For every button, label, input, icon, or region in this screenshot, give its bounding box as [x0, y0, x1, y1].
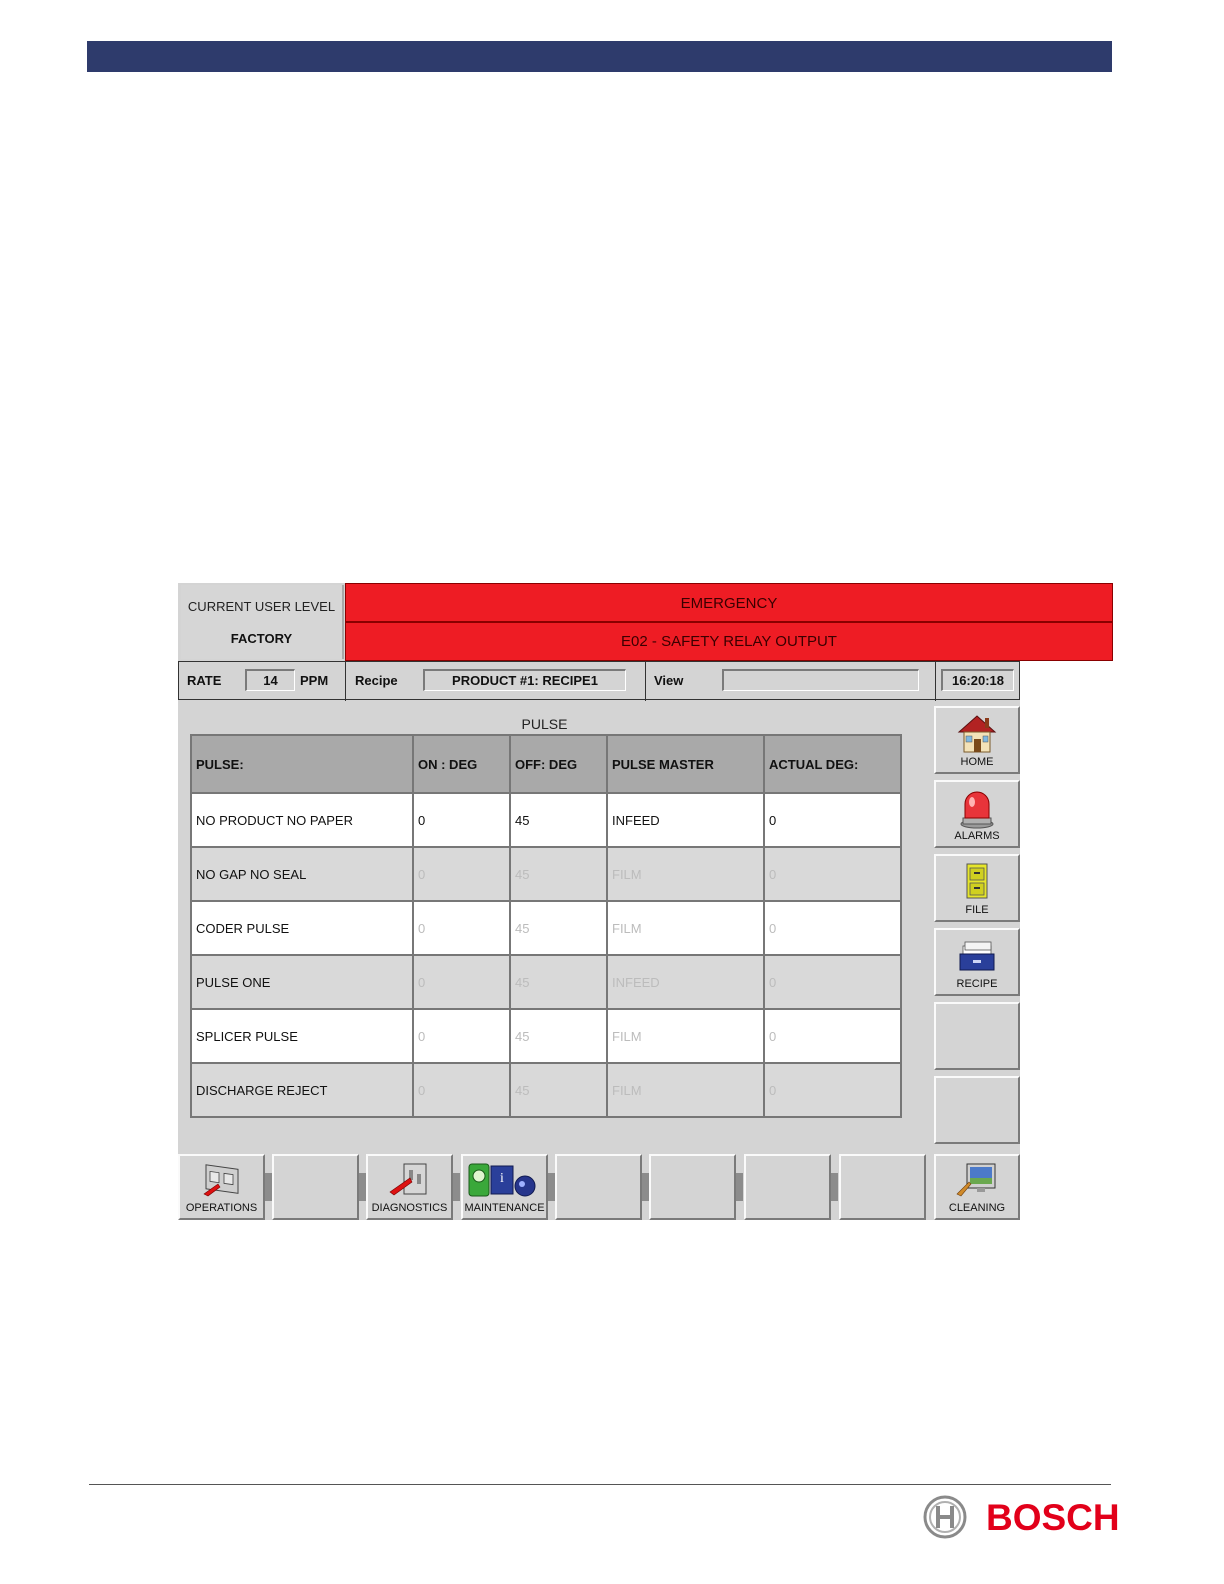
rate-label: RATE	[187, 673, 222, 688]
pulse-table-header-row	[191, 735, 901, 793]
pulse-name: NO PRODUCT NO PAPER	[191, 793, 413, 847]
pulse-section-title: PULSE	[521, 716, 568, 732]
svg-text:i: i	[499, 1171, 504, 1186]
table-row	[191, 901, 901, 955]
status-divider	[935, 662, 936, 701]
pulse-master-select: FILM	[607, 847, 764, 901]
actual-deg-value: 0	[764, 901, 901, 955]
pulse-master-select: FILM	[607, 1009, 764, 1063]
cleaning-button[interactable]	[934, 1154, 1020, 1220]
bottom-blank-button[interactable]	[272, 1154, 359, 1220]
operations-label: OPERATIONS	[185, 1202, 258, 1214]
operations-button[interactable]	[178, 1154, 265, 1220]
rate-value: 14	[245, 669, 295, 691]
home-label: HOME	[960, 756, 994, 768]
table-row	[191, 793, 901, 847]
file-label: FILE	[965, 904, 989, 916]
diagnostics-label: DIAGNOSTICS	[371, 1202, 448, 1214]
table-row	[191, 1009, 901, 1063]
table-row	[191, 955, 901, 1009]
off-deg-input: 45	[510, 901, 607, 955]
button-divider	[453, 1173, 460, 1201]
pulse-name: PULSE ONE	[191, 955, 413, 1009]
pulse-name: CODER PULSE	[191, 901, 413, 955]
status-divider	[345, 662, 346, 701]
off-deg-input: 45	[510, 847, 607, 901]
on-deg-input: 0	[413, 1063, 510, 1117]
table-row	[191, 847, 901, 901]
view-label: View	[654, 673, 684, 688]
hmi-screen	[178, 583, 1020, 1220]
recipe-value-field[interactable]: PRODUCT #1: RECIPE1	[423, 669, 626, 691]
pulse-master-select: INFEED	[607, 955, 764, 1009]
pulse-table	[190, 734, 902, 1118]
actual-deg-value: 0	[764, 793, 901, 847]
col-header-pulse-master: PULSE MASTER	[607, 735, 764, 793]
status-bar	[178, 661, 1020, 700]
maintenance-button[interactable]	[461, 1154, 548, 1220]
document-header-bar	[87, 41, 1112, 72]
view-field[interactable]	[722, 669, 919, 691]
button-divider	[265, 1173, 272, 1201]
actual-deg-value: 0	[764, 1063, 901, 1117]
maintenance-icon	[465, 1160, 545, 1200]
button-divider	[831, 1173, 838, 1201]
col-header-off-deg: OFF: DEG	[510, 735, 607, 793]
on-deg-input: 0	[413, 901, 510, 955]
recipe-cardfile-icon	[955, 934, 999, 978]
button-divider	[548, 1173, 555, 1201]
recipe-label: Recipe	[355, 673, 398, 688]
pulse-master-select[interactable]: INFEED	[607, 793, 764, 847]
home-icon	[955, 712, 999, 756]
bottom-blank-button[interactable]	[555, 1154, 642, 1220]
operations-panel-icon	[200, 1160, 244, 1200]
on-deg-input[interactable]: 0	[413, 793, 510, 847]
user-level-value: FACTORY	[230, 631, 293, 646]
recipe-label: RECIPE	[956, 978, 998, 990]
diagnostics-button[interactable]	[366, 1154, 453, 1220]
on-deg-input: 0	[413, 847, 510, 901]
maintenance-label: MAINTENANCE	[464, 1202, 545, 1214]
bottom-blank-button[interactable]	[839, 1154, 926, 1220]
file-cabinet-icon	[955, 860, 999, 904]
file-button[interactable]	[934, 854, 1020, 922]
brand-wordmark: BOSCH	[986, 1497, 1120, 1538]
footer-rule	[89, 1484, 1111, 1485]
alarm-beacon-icon	[955, 786, 999, 830]
status-divider	[645, 662, 646, 701]
actual-deg-value: 0	[764, 1009, 901, 1063]
button-divider	[642, 1173, 649, 1201]
off-deg-input: 45	[510, 1063, 607, 1117]
on-deg-input: 0	[413, 955, 510, 1009]
pulse-master-select: FILM	[607, 1063, 764, 1117]
off-deg-input: 45	[510, 1009, 607, 1063]
col-header-actual-deg: ACTUAL DEG:	[764, 735, 901, 793]
on-deg-input: 0	[413, 1009, 510, 1063]
user-level-label: CURRENT USER LEVEL	[187, 599, 336, 614]
alarm-title-banner[interactable]: EMERGENCY	[345, 583, 1113, 622]
pulse-name: SPLICER PULSE	[191, 1009, 413, 1063]
bottom-blank-button[interactable]	[649, 1154, 736, 1220]
table-row	[191, 1063, 901, 1117]
clock-display: 16:20:18	[941, 669, 1014, 691]
bottom-blank-button[interactable]	[744, 1154, 831, 1220]
col-header-on-deg: ON : DEG	[413, 735, 510, 793]
recipe-button[interactable]	[934, 928, 1020, 996]
button-divider	[359, 1173, 366, 1201]
col-header-pulse: PULSE:	[191, 735, 413, 793]
user-level-panel	[181, 585, 344, 659]
home-button[interactable]	[934, 706, 1020, 774]
off-deg-input: 45	[510, 955, 607, 1009]
alarms-label: ALARMS	[954, 830, 1000, 842]
pulse-master-select: FILM	[607, 901, 764, 955]
pulse-name: DISCHARGE REJECT	[191, 1063, 413, 1117]
alarm-message-banner[interactable]: E02 - SAFETY RELAY OUTPUT	[345, 622, 1113, 661]
pulse-name: NO GAP NO SEAL	[191, 847, 413, 901]
button-divider	[736, 1173, 743, 1201]
actual-deg-value: 0	[764, 955, 901, 1009]
off-deg-input[interactable]: 45	[510, 793, 607, 847]
rate-unit: PPM	[300, 673, 329, 688]
cleaning-label: CLEANING	[948, 1202, 1006, 1214]
alarms-button[interactable]	[934, 780, 1020, 848]
cleaning-monitor-icon	[955, 1160, 999, 1200]
diagnostics-panel-icon	[388, 1160, 432, 1200]
actual-deg-value: 0	[764, 847, 901, 901]
side-blank-button[interactable]	[934, 1002, 1020, 1070]
side-blank-button[interactable]	[934, 1076, 1020, 1144]
